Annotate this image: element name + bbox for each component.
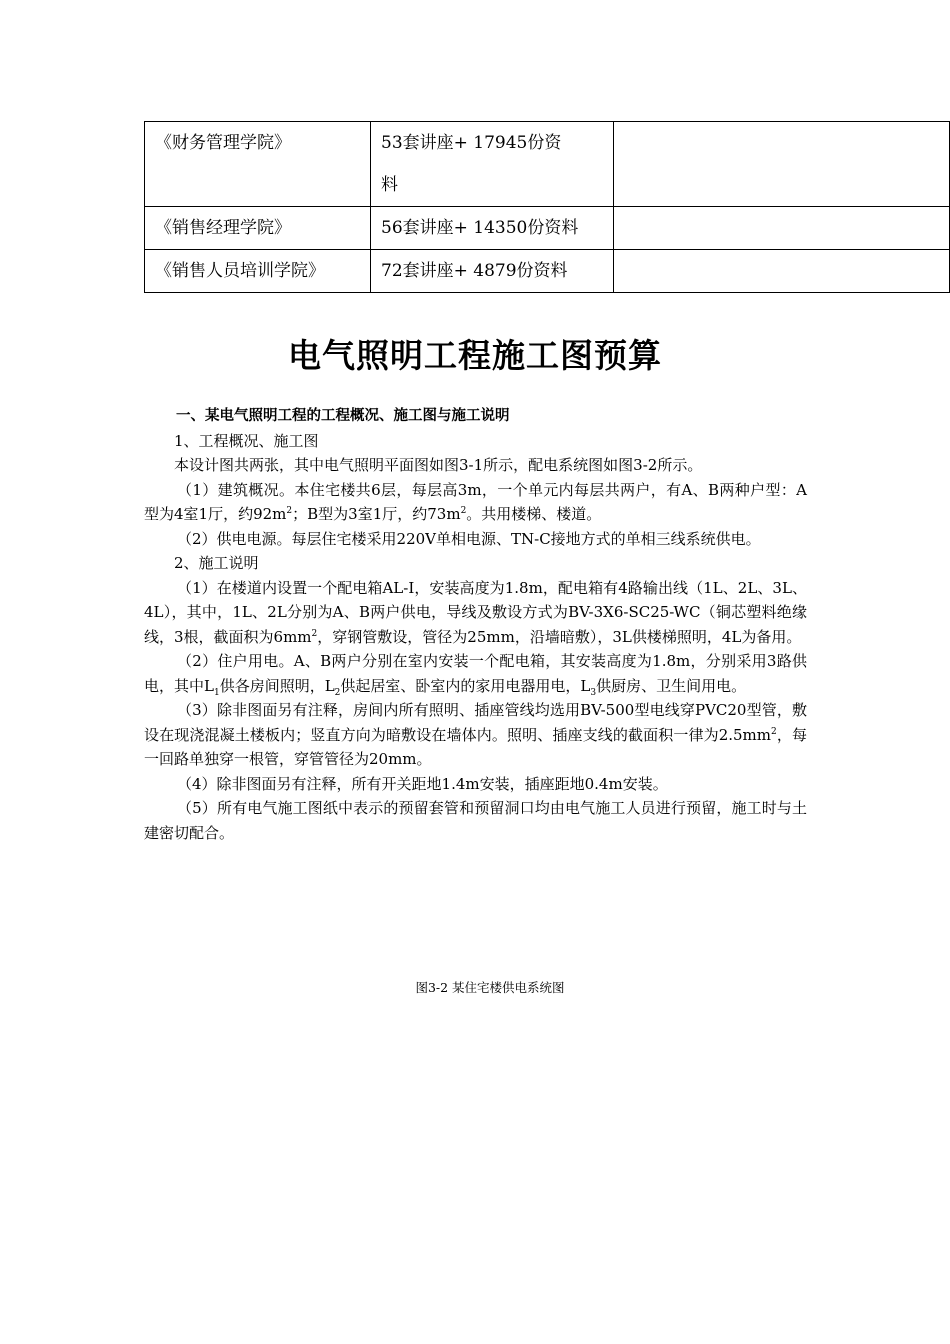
- table-cell-note: [614, 122, 950, 207]
- paragraph-wiring: （3）除非图面另有注释，房间内所有照明、插座管线均选用BV-500型电线穿PVC20型管，敷设在现浇混凝土楼板内；竖直方向为暗敷设在墙体内。照明、插座支线的截面积一律为$2.5mm^2$，每一回路单独穿一根管，穿管管径为20mm。: [144, 701, 807, 768]
- table-cell-content: 72套讲座+ 4879份资料: [371, 250, 614, 293]
- page-title: 电气照明工程施工图预算: [288, 336, 662, 375]
- paragraph-power-source: （2）供电电源。每层住宅楼采用220V单相电源、TN-C接地方式的单相三线系统供电。: [177, 529, 761, 548]
- subheading-construction: 2、施工说明: [174, 554, 259, 572]
- table-cell-content: [371, 122, 614, 207]
- table-row: [145, 250, 950, 293]
- subheading-overview: 1、工程概况、施工图: [174, 431, 319, 450]
- paragraph-reserved: （5）所有电气施工图纸中表示的预留套管和预留洞口均由电气施工人员进行预留，施工时与土建密切配合。: [144, 799, 807, 842]
- table-cell-name: 《财务管理学院》: [145, 122, 371, 207]
- figure-caption: 图3-2 某住宅楼供电系统图: [415, 980, 565, 995]
- body-text: [144, 404, 807, 845]
- table-row: [145, 122, 950, 207]
- table-cell-name: 《销售经理学院》: [145, 207, 371, 250]
- paragraph-household: （2）住户用电。A、B两户分别在室内安装一个配电箱，其安装高度为1.8m，分别采用3路供电，其中$L_1$供各房间照明，$L_2$供起居室、卧室内的家用电器用电，$L_3$供厨房、卫生间用电。: [144, 652, 807, 698]
- paragraph-switch-height: （4）除非图面另有注释，所有开关距地1.4m安装，插座距地0.4m安装。: [177, 774, 668, 793]
- table-cell-content-line2: 料: [381, 175, 398, 195]
- table-cell-note: [614, 250, 950, 293]
- paragraph-building: （1）建筑概况。本住宅楼共6层，每层高3m，一个单元内每层共两户，有A、B两种户型：A型为4室1厅，约$92m^2$；B型为3室1厅，约$73m^2$。共用楼梯、楼道。: [144, 480, 807, 523]
- table-cell-name: 《销售人员培训学院》: [145, 250, 371, 293]
- table-cell-content-line1: 53套讲座+ 17945份资: [381, 133, 562, 153]
- paragraph-intro: 本设计图共两张，其中电气照明平面图如图3-1所示，配电系统图如图3-2所示。: [174, 456, 703, 474]
- resource-table: [144, 121, 950, 293]
- table-cell-content: 56套讲座+ 14350份资料: [371, 207, 614, 250]
- section-heading: 一、某电气照明工程的工程概况、施工图与施工说明: [176, 408, 510, 424]
- paragraph-distribution-box: （1）在楼道内设置一个配电箱AL-I，安装高度为1.8m，配电箱有4路输出线（1L、2L、3L、4L），其中，1L、2L分别为A、B两户供电，导线及敷设方式为BV-3X6-SC25-WC（铜芯塑料绝缘线，3根，截面积为$6mm^2$，穿钢管敷设，管径为25mm，沿墙暗敷），3L供楼梯照明，4L为备用。: [144, 578, 807, 646]
- table-row: [145, 207, 950, 250]
- table-cell-note: [614, 207, 950, 250]
